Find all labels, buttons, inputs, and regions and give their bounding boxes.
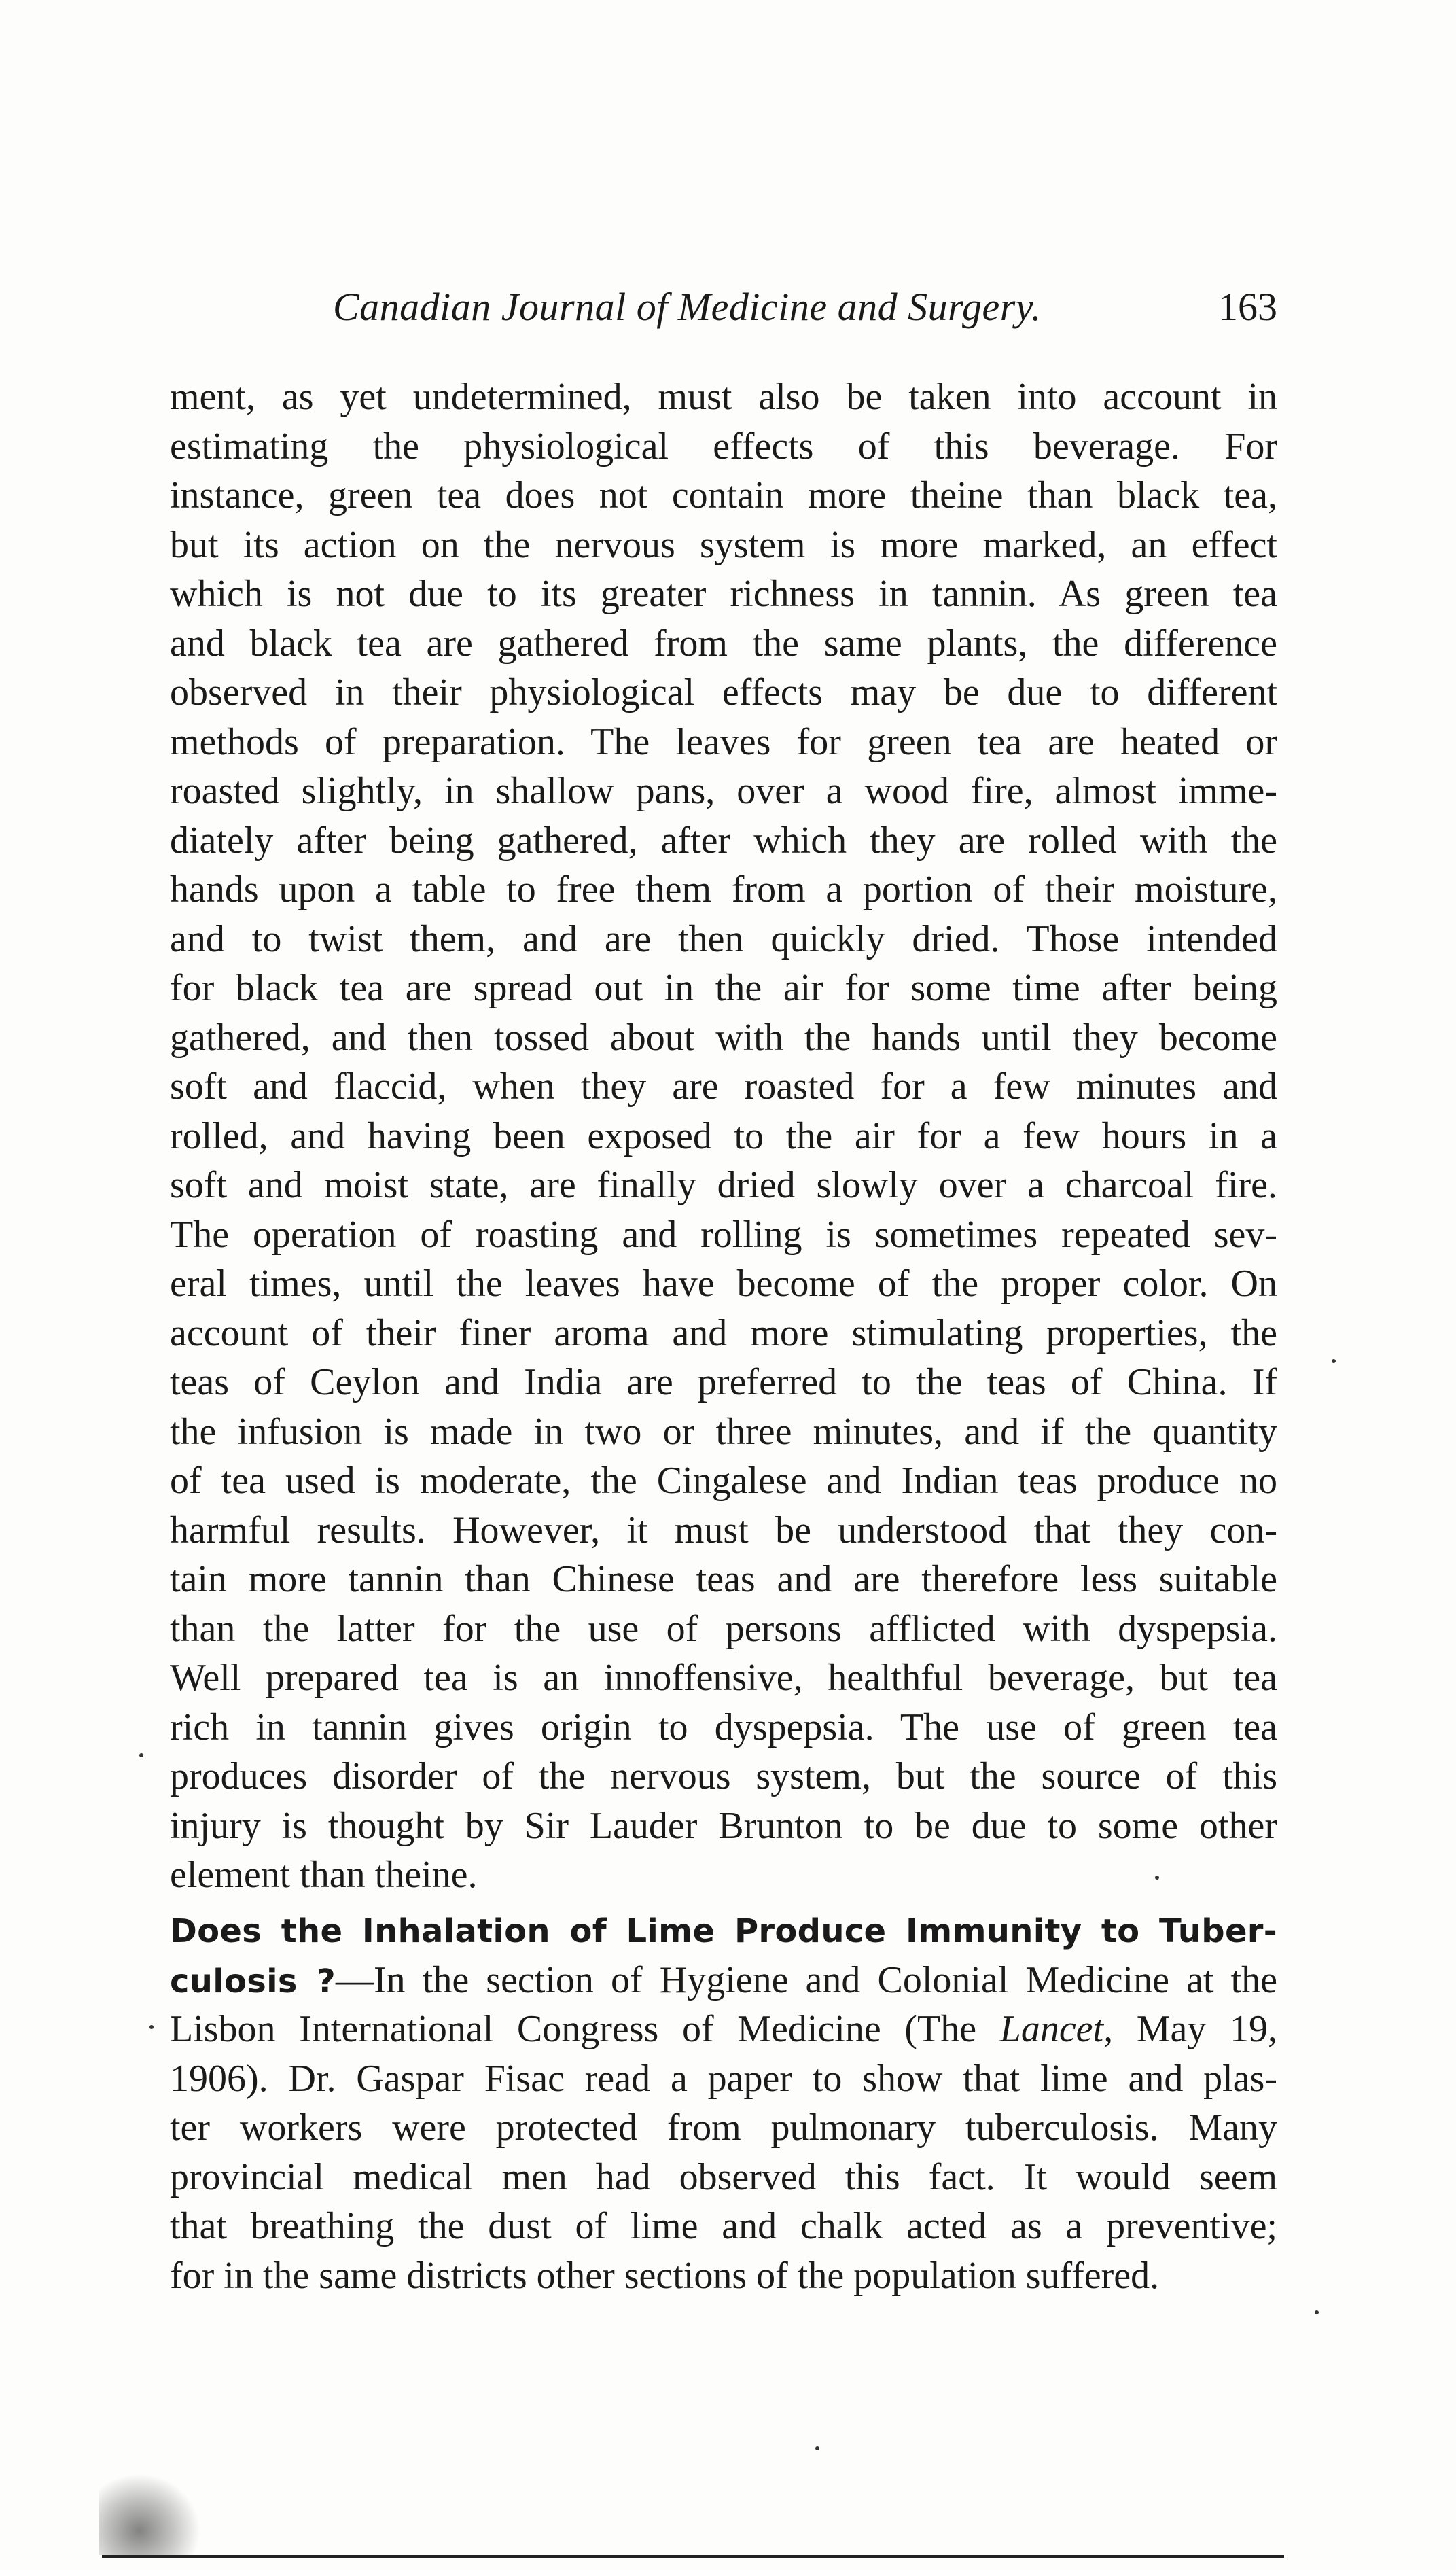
scan-speck <box>815 2446 819 2450</box>
text-line: injury is thought by Sir Lauder Brunton to be due to some other <box>170 1804 1277 1847</box>
text-line: The operation of roasting and rolling is sometimes repeated sev- <box>170 1213 1277 1256</box>
scan-speck <box>1155 1876 1159 1880</box>
text-line: produces disorder of the nervous system, but the source of this <box>170 1755 1277 1797</box>
text-line: but its action on the nervous system is more marked, an effect <box>170 523 1277 566</box>
scan-speck <box>1332 1359 1336 1363</box>
scan-speck <box>139 1753 143 1757</box>
text-span: May 19, <box>1113 2008 1277 2050</box>
scan-speck <box>149 2025 154 2029</box>
text-line: eral times, until the leaves have become of the proper color. On <box>170 1263 1277 1305</box>
page-bottom-rule <box>102 2555 1284 2558</box>
text-line: ment, as yet undetermined, must also be taken into account in <box>170 376 1277 418</box>
text-line: than the latter for the use of persons afflicted with dyspepsia. <box>170 1607 1277 1650</box>
section-lime-immunity <box>170 1906 1277 2300</box>
text-line: tain more tannin than Chinese teas and are therefore less suitable <box>170 1558 1277 1600</box>
text-span: —In the section of Hygiene and Colonial Medicine at the <box>336 1958 1277 2001</box>
text-line: and to twist them, and are then quickly dried. Those intended <box>170 917 1277 960</box>
text-line: soft and flaccid, when they are roasted for a few minutes and <box>170 1066 1277 1108</box>
scan-smudge <box>99 2474 200 2555</box>
text-line: Well prepared tea is an innoffensive, healthful beverage, but tea <box>170 1657 1277 1699</box>
text-line: rich in tannin gives origin to dyspepsia. The use of green tea <box>170 1706 1277 1748</box>
text-line: 1906). Dr. Gaspar Fisac read a paper to show that lime and plas- <box>170 2057 1277 2100</box>
scan-speck <box>1315 2310 1319 2314</box>
text-line <box>170 1956 1277 2005</box>
text-line: teas of Ceylon and India are preferred to the teas of China. If <box>170 1361 1277 1403</box>
text-line: element than theine. <box>170 1854 478 1896</box>
text-line: of tea used is moderate, the Cingalese and Indian teas produce no <box>170 1460 1277 1502</box>
journal-citation: Lancet, <box>999 2008 1114 2050</box>
paragraph-tea <box>170 372 1277 1900</box>
text-line: ter workers were protected from pulmonary tuberculosis. Many <box>170 2107 1277 2149</box>
text-line: observed in their physiological effects may be due to different <box>170 671 1277 714</box>
section-heading-line <box>170 1906 1277 1956</box>
text-line: roasted slightly, in shallow pans, over a wood fire, almost imme- <box>170 770 1277 812</box>
section-heading: Does the Inhalation of Lime Produce Immunity to Tuber- <box>170 1912 1277 1950</box>
text-line: diately after being gathered, after which they are rolled with the <box>170 819 1277 862</box>
text-line: instance, green tea does not contain more theine than black tea, <box>170 474 1277 516</box>
text-line: and black tea are gathered from the same plants, the difference <box>170 622 1277 665</box>
text-line: which is not due to its greater richness in tannin. As green tea <box>170 573 1277 615</box>
text-span: Lisbon International Congress of Medicine (The <box>170 2008 1000 2050</box>
text-line: the infusion is made in two or three minutes, and if the quantity <box>170 1410 1277 1453</box>
section-heading-continued: culosis ? <box>170 1962 336 2001</box>
journal-title: Canadian Journal of Medicine and Surgery. <box>333 285 1042 329</box>
text-line <box>170 2005 1277 2054</box>
text-line: for in the same districts other sections of the population suffered. <box>170 2254 1160 2297</box>
text-line: that breathing the dust of lime and chalk acted as a preventive; <box>170 2205 1277 2247</box>
page-number: 163 <box>1218 285 1277 329</box>
text-line: methods of preparation. The leaves for green tea are heated or <box>170 720 1277 763</box>
text-line: harmful results. However, it must be understood that they con- <box>170 1509 1277 1551</box>
text-line: gathered, and then tossed about with the hands until they become <box>170 1016 1277 1059</box>
text-line: for black tea are spread out in the air for some time after being <box>170 967 1277 1009</box>
text-line: rolled, and having been exposed to the air for a few hours in a <box>170 1114 1277 1157</box>
text-line: estimating the physiological effects of this beverage. For <box>170 425 1277 468</box>
text-line: account of their finer aroma and more stimulating properties, the <box>170 1312 1277 1354</box>
text-line: provincial medical men had observed this fact. It would seem <box>170 2155 1277 2198</box>
text-line: hands upon a table to free them from a portion of their moisture, <box>170 868 1277 911</box>
running-head <box>170 284 1277 345</box>
text-line: soft and moist state, are finally dried slowly over a charcoal fire. <box>170 1164 1277 1206</box>
